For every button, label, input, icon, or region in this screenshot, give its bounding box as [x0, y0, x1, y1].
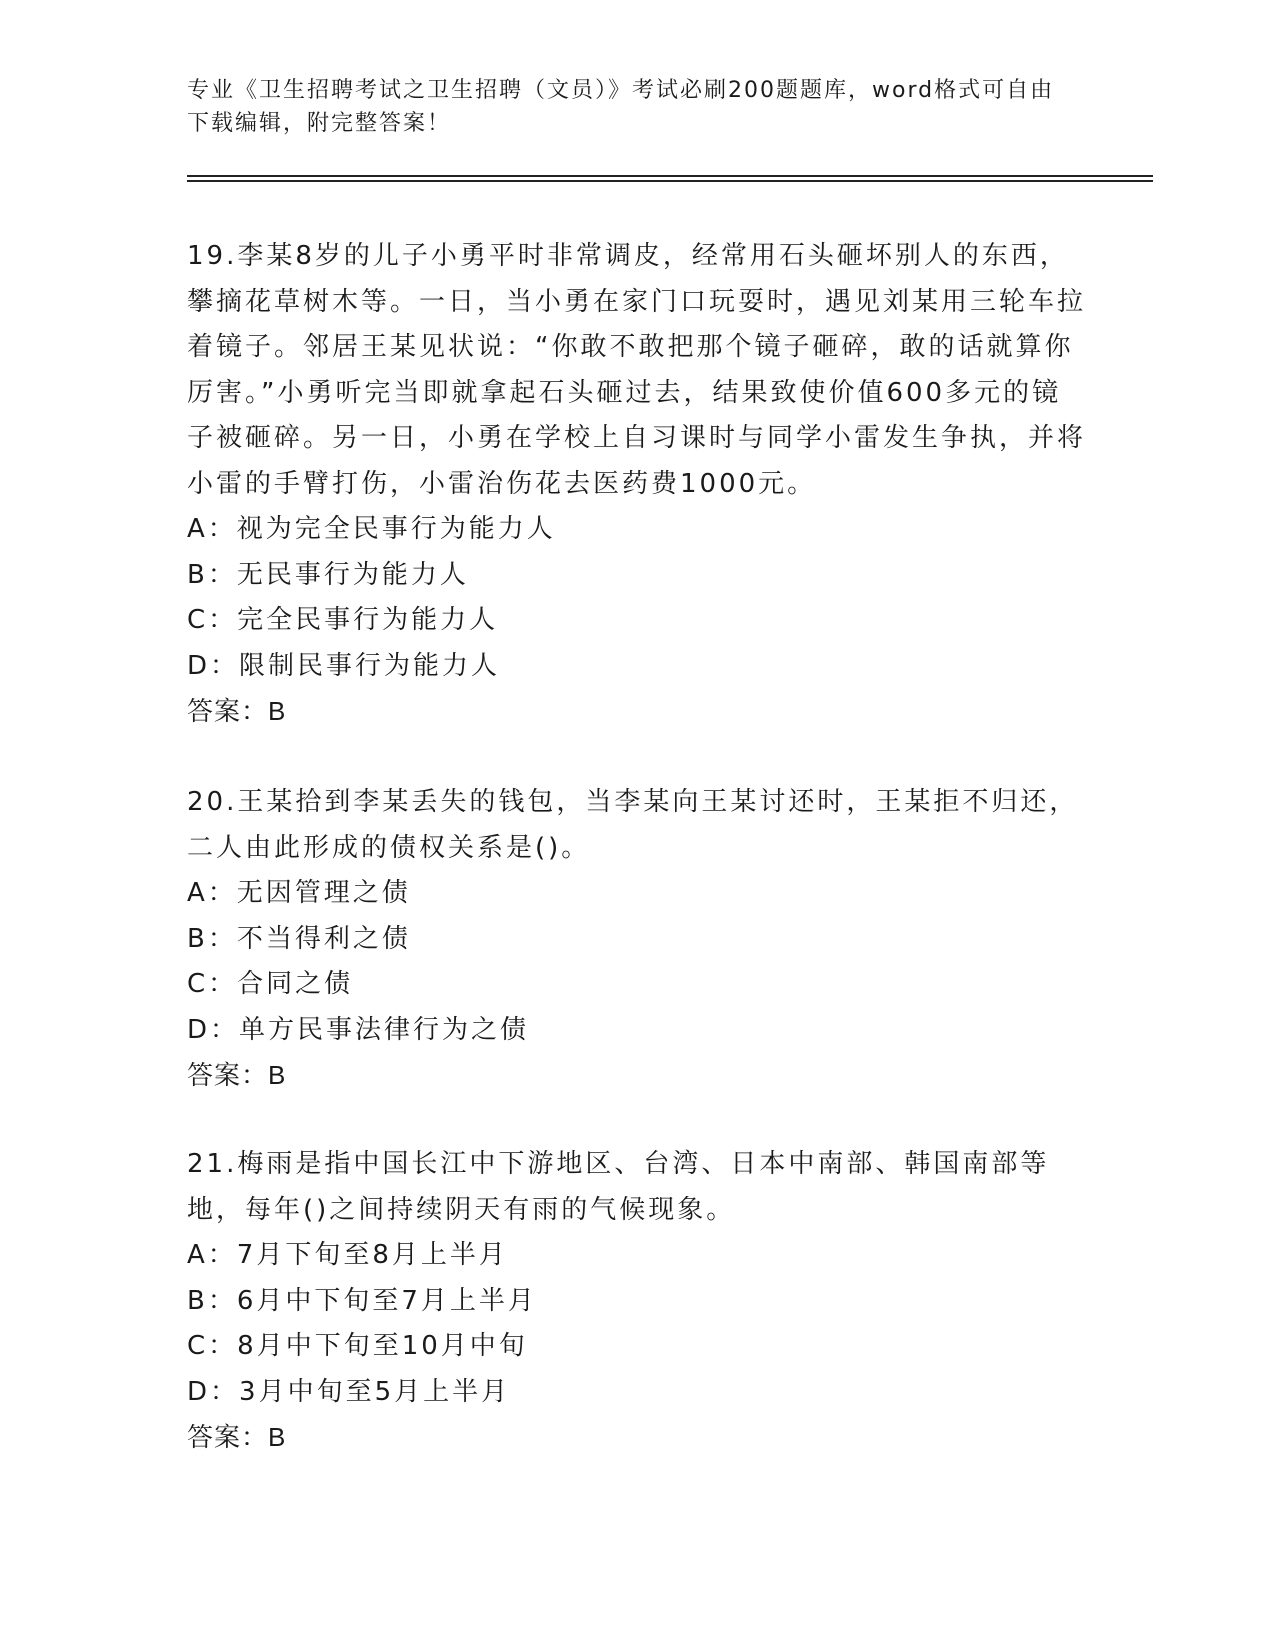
question-21 — [187, 1142, 1087, 1461]
header-divider-top — [187, 175, 1153, 177]
option-d: D：限制民事行为能力人 — [187, 650, 501, 681]
option-b: B：6月中下旬至7月上半月 — [187, 1285, 537, 1316]
option-b: B：无民事行为能力人 — [187, 559, 469, 590]
answer: 答案：B — [187, 1422, 287, 1452]
option-a: A：无因管理之债 — [187, 878, 411, 908]
option-c: C：完全民事行为能力人 — [187, 605, 499, 635]
option-c: C：合同之债 — [187, 969, 354, 999]
option-d: D：单方民事法律行为之债 — [187, 1014, 530, 1045]
option-c: C：8月中下旬至10月中旬 — [187, 1331, 528, 1361]
answer: 答案：B — [187, 696, 287, 726]
option-a: A：视为完全民事行为能力人 — [187, 514, 556, 544]
header-divider-bottom — [187, 180, 1153, 182]
option-b: B：不当得利之债 — [187, 923, 411, 954]
option-a: A：7月下旬至8月上半月 — [187, 1240, 508, 1270]
question-stem: 21.梅雨是指中国长江中下游地区、台湾、日本中南部、韩国南部等地，每年()之间持续阴天有雨的气候现象。 — [187, 1149, 1050, 1225]
question-stem: 20.王某拾到李某丢失的钱包，当李某向王某讨还时，王某拒不归还，二人由此形成的债权关系是()。 — [187, 787, 1079, 863]
option-d: D：3月中旬至5月上半月 — [187, 1376, 511, 1407]
question-20 — [187, 780, 1087, 1099]
answer: 答案：B — [187, 1060, 287, 1090]
question-19 — [187, 234, 1087, 735]
question-stem: 19.李某8岁的儿子小勇平时非常调皮，经常用石头砸坏别人的东西，攀摘花草树木等。一日，当小勇在家门口玩耍时，遇见刘某用三轮车拉着镜子。邻居王某见状说：“你敢不敢把那个镜子砸碎，敢的话就算你厉害。”小勇听完当即就拿起石头砸过去，结果致使价值600多元的镜子被砸碎。另一日，小勇在学校上自习课时与同学小雷发生争执，并将小雷的手臂打伤，小雷治伤花去医药费1000元。 — [187, 241, 1087, 499]
document-header: 专业《卫生招聘考试之卫生招聘（文员）》考试必刷200题题库，word格式可自由下载编辑，附完整答案！ — [187, 78, 1055, 136]
